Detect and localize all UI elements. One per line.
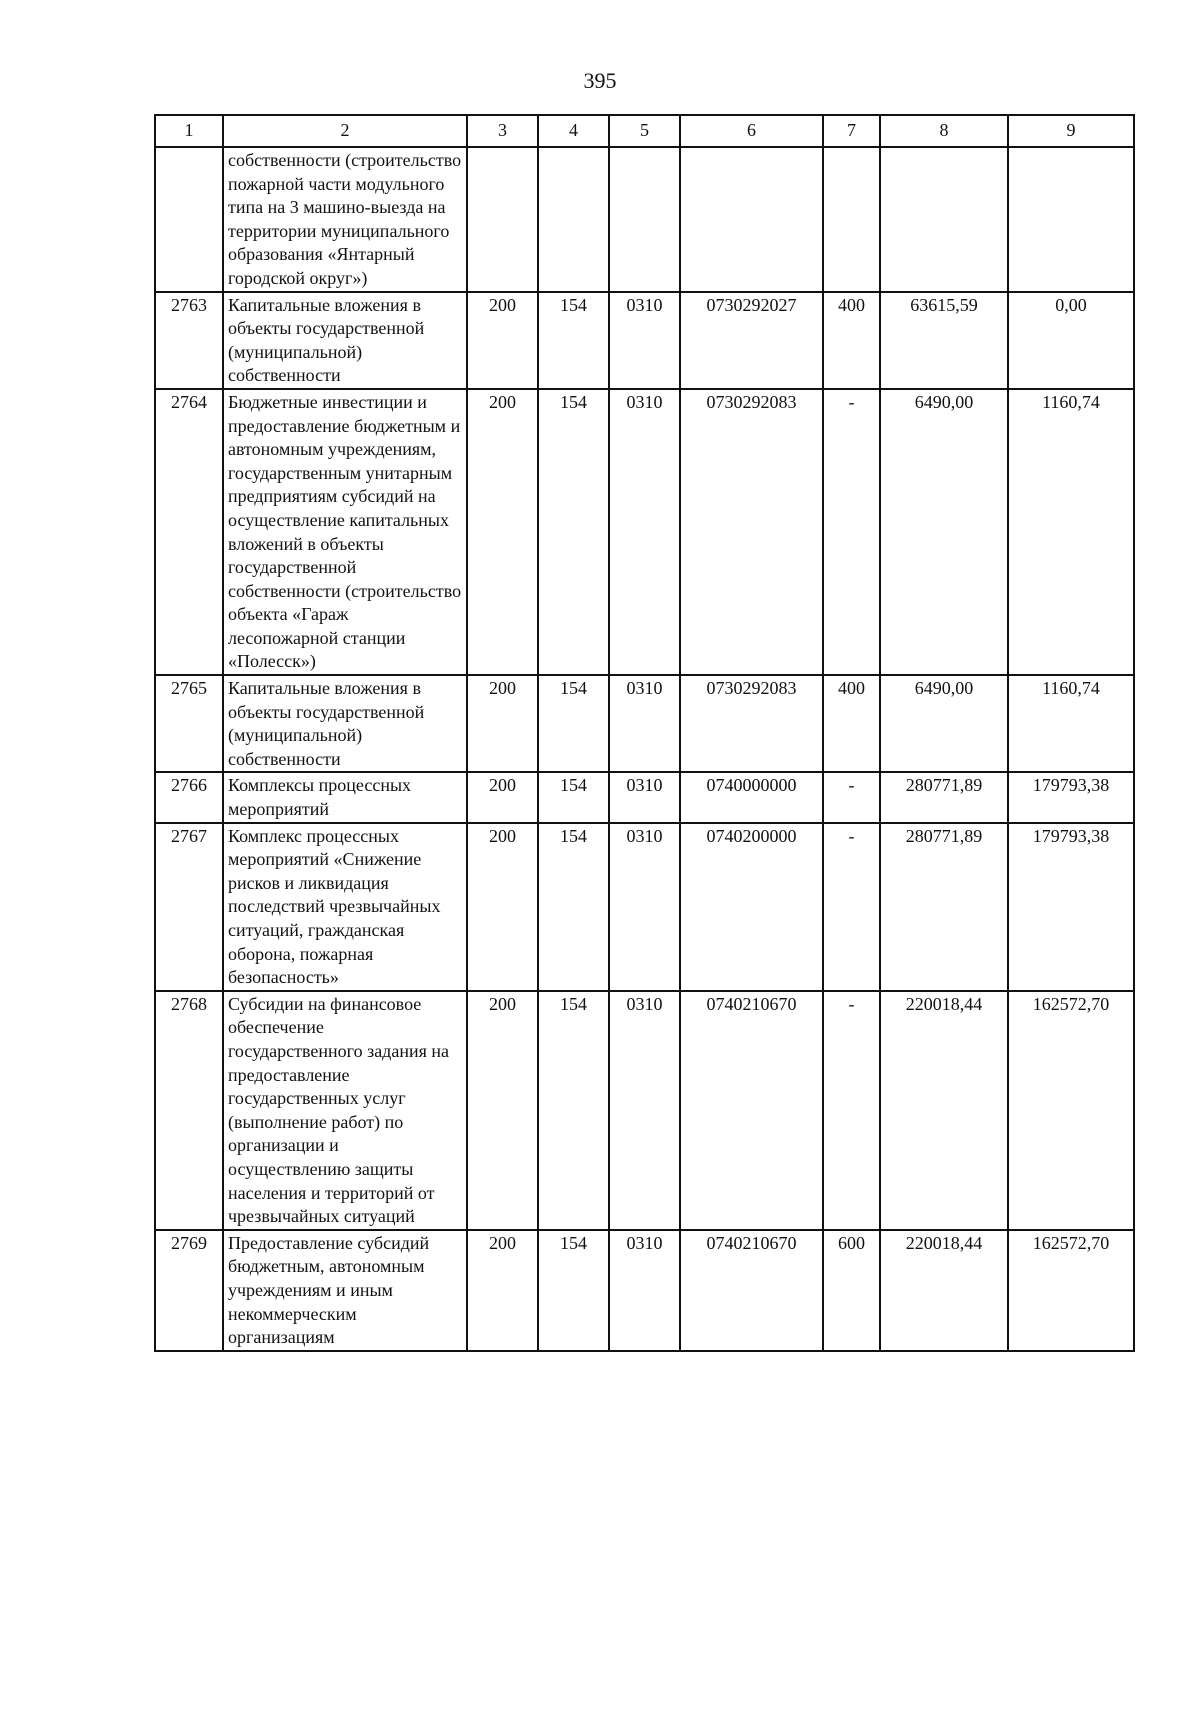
code-5: 0310 [609, 772, 680, 822]
column-header-7: 7 [823, 115, 880, 147]
code-7: - [823, 991, 880, 1230]
column-header-3: 3 [467, 115, 538, 147]
code-4: 154 [538, 292, 609, 389]
amount-9: 1160,74 [1008, 675, 1134, 772]
amount-8: 6490,00 [880, 675, 1008, 772]
amount-8: 220018,44 [880, 1230, 1008, 1351]
page-number: 395 [583, 68, 617, 93]
code-4: 154 [538, 991, 609, 1230]
amount-9: 162572,70 [1008, 991, 1134, 1230]
row-name: Комплексы процессных мероприятий [223, 772, 467, 822]
column-header-8: 8 [880, 115, 1008, 147]
code-3: 200 [467, 389, 538, 675]
amount-8 [880, 147, 1008, 292]
code-5: 0310 [609, 292, 680, 389]
amount-8: 280771,89 [880, 772, 1008, 822]
code-3: 200 [467, 1230, 538, 1351]
code-7: - [823, 772, 880, 822]
table-row [155, 292, 1134, 389]
code-3 [467, 147, 538, 292]
row-name: Капитальные вложения в объекты государственной (муниципальной) собственности [223, 292, 467, 389]
amount-8: 280771,89 [880, 823, 1008, 991]
row-name: Комплекс процессных мероприятий «Снижение рисков и ликвидация последствий чрезвычайных ситуаций, гражданская оборона, пожарная безопасность» [223, 823, 467, 991]
amount-9: 179793,38 [1008, 772, 1134, 822]
column-header-6: 6 [680, 115, 823, 147]
header-row [155, 115, 1134, 147]
code-4: 154 [538, 823, 609, 991]
code-5: 0310 [609, 675, 680, 772]
table-row [155, 823, 1134, 991]
row-number: 2767 [155, 823, 223, 991]
code-3: 200 [467, 772, 538, 822]
code-7: 400 [823, 292, 880, 389]
row-number: 2765 [155, 675, 223, 772]
code-6: 0730292027 [680, 292, 823, 389]
amount-8: 63615,59 [880, 292, 1008, 389]
row-number: 2766 [155, 772, 223, 822]
code-7: - [823, 389, 880, 675]
row-name: собственности (строительство пожарной части модульного типа на 3 машино-выезда на территории муниципального образования «Янтарный городской округ») [223, 147, 467, 292]
table-row [155, 772, 1134, 822]
column-header-2: 2 [223, 115, 467, 147]
amount-8: 6490,00 [880, 389, 1008, 675]
code-7: 600 [823, 1230, 880, 1351]
amount-8: 220018,44 [880, 991, 1008, 1230]
code-3: 200 [467, 292, 538, 389]
table-row [155, 991, 1134, 1230]
row-name: Бюджетные инвестиции и предоставление бюджетным и автономным учреждениям, государственным унитарным предприятиям субсидий на осуществление капитальных вложений в объекты государственной собственности (строительство объекта «Гараж лесопожарной станции «Полесск») [223, 389, 467, 675]
row-name: Субсидии на финансовое обеспечение государственного задания на предоставление государственных услуг (выполнение работ) по организации и осуществлению защиты населения и территорий от чрезвычайных ситуаций [223, 991, 467, 1230]
code-7: - [823, 823, 880, 991]
code-6: 0740000000 [680, 772, 823, 822]
column-header-1: 1 [155, 115, 223, 147]
row-number [155, 147, 223, 292]
row-name: Предоставление субсидий бюджетным, автономным учреждениям и иным некоммерческим организациям [223, 1230, 467, 1351]
row-number: 2764 [155, 389, 223, 675]
code-6 [680, 147, 823, 292]
row-number: 2768 [155, 991, 223, 1230]
code-5: 0310 [609, 389, 680, 675]
code-7: 400 [823, 675, 880, 772]
code-7 [823, 147, 880, 292]
row-number: 2769 [155, 1230, 223, 1351]
code-6: 0730292083 [680, 675, 823, 772]
code-4 [538, 147, 609, 292]
code-6: 0730292083 [680, 389, 823, 675]
table-row [155, 147, 1134, 292]
amount-9: 0,00 [1008, 292, 1134, 389]
table-body [155, 147, 1134, 1351]
code-6: 0740210670 [680, 1230, 823, 1351]
code-6: 0740200000 [680, 823, 823, 991]
code-3: 200 [467, 675, 538, 772]
column-header-4: 4 [538, 115, 609, 147]
code-5: 0310 [609, 823, 680, 991]
table-row [155, 1230, 1134, 1351]
amount-9: 162572,70 [1008, 1230, 1134, 1351]
code-4: 154 [538, 675, 609, 772]
code-4: 154 [538, 772, 609, 822]
code-4: 154 [538, 389, 609, 675]
column-header-9: 9 [1008, 115, 1134, 147]
code-3: 200 [467, 823, 538, 991]
amount-9: 179793,38 [1008, 823, 1134, 991]
budget-table [154, 114, 1135, 1352]
code-5: 0310 [609, 991, 680, 1230]
row-name: Капитальные вложения в объекты государственной (муниципальной) собственности [223, 675, 467, 772]
code-3: 200 [467, 991, 538, 1230]
column-header-5: 5 [609, 115, 680, 147]
code-5: 0310 [609, 1230, 680, 1351]
table-row [155, 675, 1134, 772]
code-5 [609, 147, 680, 292]
row-number: 2763 [155, 292, 223, 389]
code-4: 154 [538, 1230, 609, 1351]
amount-9 [1008, 147, 1134, 292]
code-6: 0740210670 [680, 991, 823, 1230]
amount-9: 1160,74 [1008, 389, 1134, 675]
table-row [155, 389, 1134, 675]
